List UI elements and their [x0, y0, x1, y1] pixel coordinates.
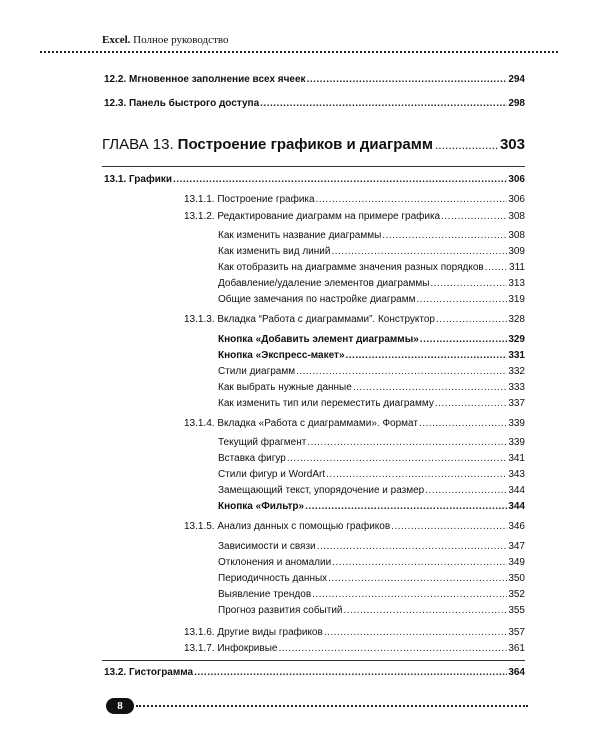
toc-page: 349 [508, 557, 525, 568]
dot-leader [353, 382, 508, 393]
chapter-separator [102, 166, 525, 167]
dot-leader [332, 557, 507, 568]
page-number: 8 [117, 700, 123, 712]
toc-page: 350 [508, 573, 525, 584]
toc-page: 344 [508, 485, 525, 496]
toc-entry[interactable] [184, 521, 525, 532]
toc-page: 344 [508, 501, 525, 512]
dot-leader [441, 211, 507, 222]
dot-leader [419, 418, 507, 429]
toc-label: Общие замечания по настройке диаграмм [218, 294, 416, 305]
toc-page: 364 [508, 667, 525, 678]
toc-label: 13.1.7. Инфокривые [184, 643, 278, 654]
toc-entry[interactable] [218, 350, 525, 361]
toc-label: 13.1.1. Построение графика [184, 194, 315, 205]
toc-page: 332 [508, 366, 525, 377]
dot-leader [420, 334, 508, 345]
toc-entry[interactable] [184, 418, 525, 429]
dot-leader [316, 194, 508, 205]
dot-leader [305, 501, 507, 512]
dot-leader [435, 138, 498, 152]
toc-page: 294 [508, 74, 525, 85]
dot-leader [173, 174, 507, 185]
dot-leader [317, 541, 508, 552]
toc-label: 13.2. Гистограмма [104, 667, 194, 678]
toc-entry[interactable] [218, 541, 525, 552]
toc-entry[interactable] [218, 501, 525, 512]
toc-page: 346 [508, 521, 525, 532]
toc-section-13-2[interactable] [104, 667, 525, 678]
toc-page: 355 [508, 605, 525, 616]
dot-leader [194, 667, 507, 678]
toc-page: 337 [508, 398, 525, 409]
toc-entry[interactable] [218, 557, 525, 568]
toc-entry[interactable] [184, 211, 525, 222]
toc-label: Периодичность данных [218, 573, 328, 584]
dot-leader [346, 350, 508, 361]
chapter-title: Построение графиков и диаграмм [177, 136, 433, 153]
toc-label: 12.3. Панель быстрого доступа [104, 98, 260, 109]
toc-page: 347 [508, 541, 525, 552]
toc-entry[interactable] [218, 437, 525, 448]
dot-leader [260, 98, 507, 109]
header-book: Excel. [102, 34, 131, 46]
toc-page: 331 [508, 350, 525, 361]
dot-leader [425, 485, 507, 496]
toc-label: Как изменить вид линий [218, 246, 331, 257]
toc-label: Как изменить название диаграммы [218, 230, 382, 241]
toc-page: 308 [508, 211, 525, 222]
toc-label: 13.1.6. Другие виды графиков [184, 627, 323, 638]
toc-label: 13.1.4. Вкладка «Работа с диаграммами». Формат [184, 418, 418, 429]
toc-page: 311 [509, 262, 525, 273]
dot-leader [435, 398, 507, 409]
toc-page: 361 [508, 643, 525, 654]
chapter-prefix: ГЛАВА 13. [102, 136, 174, 153]
toc-chapter-13[interactable] [102, 136, 525, 153]
dot-leader [382, 230, 507, 241]
toc-section-12-2[interactable] [104, 74, 525, 85]
toc-entry[interactable] [218, 294, 525, 305]
toc-page: 328 [508, 314, 525, 325]
toc-entry[interactable] [218, 366, 525, 377]
toc-page: 352 [508, 589, 525, 600]
toc-entry[interactable] [218, 589, 525, 600]
toc-label: Как изменить тип или переместить диаграмму [218, 398, 434, 409]
toc-label: Замещающий текст, упорядочение и размер [218, 485, 425, 496]
toc-page: 313 [508, 278, 525, 289]
toc-label: Стили фигур и WordArt [218, 469, 326, 480]
toc-page: 343 [508, 469, 525, 480]
running-header [102, 34, 228, 46]
section-separator [102, 660, 525, 661]
toc-page: 339 [508, 437, 525, 448]
toc-entry[interactable] [184, 643, 525, 654]
toc-page: 309 [508, 246, 525, 257]
header-subtitle: Полное руководство [133, 34, 229, 46]
dot-leader [326, 469, 507, 480]
dot-leader [344, 605, 508, 616]
toc-page: 357 [508, 627, 525, 638]
toc-entry[interactable] [218, 246, 525, 257]
toc-label: 12.2. Мгновенное заполнение всех ячеек [104, 74, 306, 85]
toc-entry[interactable] [184, 194, 525, 205]
toc-label: 13.1.3. Вкладка “Работа с диаграммами”. Конструктор [184, 314, 435, 325]
toc-label: Выявление трендов [218, 589, 312, 600]
toc-entry[interactable] [218, 453, 525, 464]
toc-label: Добавление/удаление элементов диаграммы [218, 278, 430, 289]
toc-entry[interactable] [218, 278, 525, 289]
dot-leader [287, 453, 507, 464]
dot-leader [324, 627, 508, 638]
toc-label: Прогноз развития событий [218, 605, 343, 616]
footer-rule [136, 705, 528, 707]
toc-entry[interactable] [218, 573, 525, 584]
dot-leader [312, 589, 507, 600]
dot-leader [328, 573, 507, 584]
dot-leader [278, 643, 507, 654]
toc-label: 13.1. Графики [104, 174, 173, 185]
toc-label: Текущий фрагмент [218, 437, 307, 448]
toc-section-13-1[interactable] [104, 174, 525, 185]
toc-entry[interactable] [218, 230, 525, 241]
toc-page: 306 [508, 194, 525, 205]
dot-leader [296, 366, 507, 377]
toc-label: Зависимости и связи [218, 541, 316, 552]
dot-leader [307, 437, 507, 448]
toc-page: 329 [508, 334, 525, 345]
toc-page: 298 [508, 98, 525, 109]
toc-page: 333 [508, 382, 525, 393]
toc-page: 341 [508, 453, 525, 464]
toc-label: Кнопка «Добавить элемент диаграммы» [218, 334, 419, 345]
dot-leader [307, 74, 508, 85]
dot-leader [416, 294, 507, 305]
toc-entry[interactable] [218, 382, 525, 393]
dot-leader [391, 521, 507, 532]
toc-entry[interactable] [218, 469, 525, 480]
toc-label: Как отобразить на диаграмме значения разных порядков [218, 262, 484, 273]
toc-entry[interactable] [218, 398, 525, 409]
dot-leader [485, 262, 508, 273]
dot-leader [436, 314, 507, 325]
toc-section-12-3[interactable] [104, 98, 525, 109]
header-rule [40, 51, 558, 53]
toc-label: Кнопка «Экспресс-макет» [218, 350, 345, 361]
toc-page: 339 [508, 418, 525, 429]
toc-label: Кнопка «Фильтр» [218, 501, 305, 512]
toc-entry[interactable] [184, 314, 525, 325]
toc-entry[interactable] [218, 262, 525, 273]
toc-page: 308 [508, 230, 525, 241]
toc-entry[interactable] [218, 605, 525, 616]
toc-entry[interactable] [218, 485, 525, 496]
toc-entry[interactable] [184, 627, 525, 638]
toc-label: Стили диаграмм [218, 366, 296, 377]
toc-label: Вставка фигур [218, 453, 286, 464]
page-number-badge [106, 698, 134, 714]
toc-label: Отклонения и аномалии [218, 557, 332, 568]
toc-label: 13.1.2. Редактирование диаграмм на примере графика [184, 211, 441, 222]
toc-label: 13.1.5. Анализ данных с помощью графиков [184, 521, 391, 532]
dot-leader [331, 246, 507, 257]
toc-page: 306 [508, 174, 525, 185]
toc-page: 319 [508, 294, 525, 305]
toc-label: Как выбрать нужные данные [218, 382, 352, 393]
toc-entry[interactable] [218, 334, 525, 345]
dot-leader [430, 278, 507, 289]
chapter-page: 303 [499, 136, 525, 153]
